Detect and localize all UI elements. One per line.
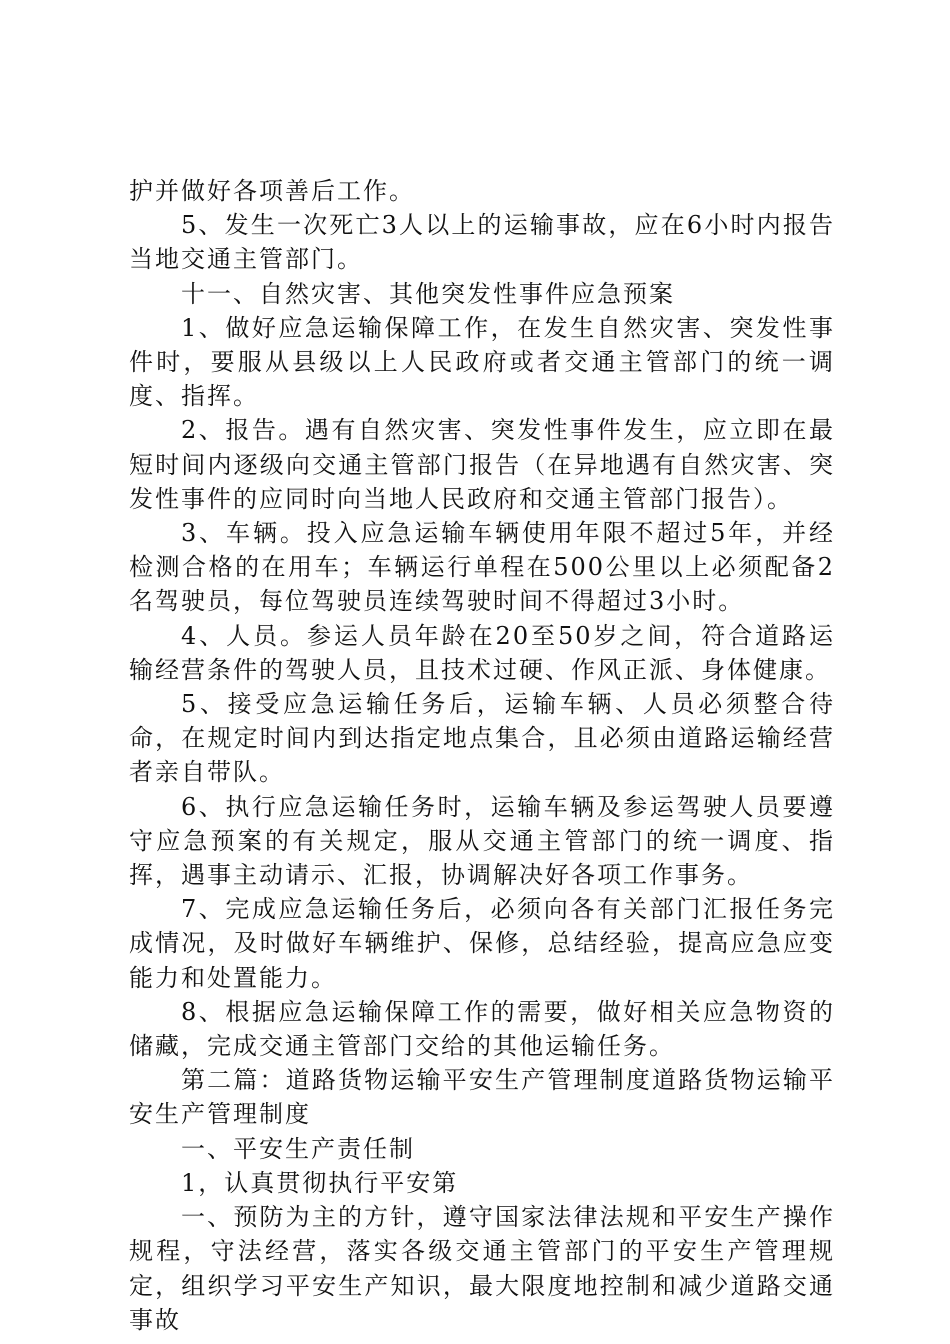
section-heading: 十一、自然灾害、其他突发性事件应急预案: [181, 279, 675, 308]
paragraph: 7、完成应急运输任务后，必须向各有关部门汇报任务完成情况，及时做好车辆维护、保修，总结经验，提高应急应变能力和处置能力。: [129, 895, 835, 992]
paragraph: 1，认真贯彻执行平安第: [181, 1168, 459, 1197]
paragraph: 4、人员。参运人员年龄在20至50岁之间，符合道路运输经营条件的驾驶人员，且技术过硬、作风正派、身体健康。: [129, 621, 835, 684]
document-body: [129, 174, 835, 1337]
paragraph: 5、发生一次死亡3人以上的运输事故，应在6小时内报告当地交通主管部门。: [129, 211, 835, 274]
paragraph: 3、车辆。投入应急运输车辆使用年限不超过5年，并经检测合格的在用车；车辆运行单程在500公里以上必须配备2名驾驶员，每位驾驶员连续驾驶时间不得超过3小时。: [129, 519, 835, 616]
paragraph: 8、根据应急运输保障工作的需要，做好相关应急物资的储藏，完成交通主管部门交给的其他运输任务。: [129, 997, 835, 1061]
paragraph: 6、执行应急运输任务时，运输车辆及参运驾驶人员要遵守应急预案的有关规定，服从交通主管部门的统一调度、指挥，遇事主动请示、汇报，协调解决好各项工作事务。: [129, 792, 835, 890]
chapter-heading: 第二篇：道路货物运输平安生产管理制度道路货物运输平安生产管理制度: [129, 1066, 835, 1129]
paragraph: 2、报告。遇有自然灾害、突发性事件发生，应立即在最短时间内逐级向交通主管部门报告（在异地遇有自然灾害、突发性事件的应同时向当地人民政府和交通主管部门报告）。: [129, 416, 835, 513]
paragraph: 5、接受应急运输任务后，运输车辆、人员必须整合待命，在规定时间内到达指定地点集合，且必须由道路运输经营者亲自带队。: [129, 690, 835, 787]
section-heading: 一、平安生产责任制: [181, 1134, 415, 1163]
paragraph: 一、预防为主的方针，遵守国家法律法规和平安生产操作规程，守法经营，落实各级交通主管部门的平安生产管理规定，组织学习平安生产知识，最大限度地控制和减少道路交通事故: [129, 1203, 835, 1334]
paragraph: 1、做好应急运输保障工作，在发生自然灾害、突发性事件时，要服从县级以上人民政府或者交通主管部门的统一调度、指挥。: [129, 313, 835, 411]
paragraph: 护并做好各项善后工作。: [129, 177, 415, 205]
